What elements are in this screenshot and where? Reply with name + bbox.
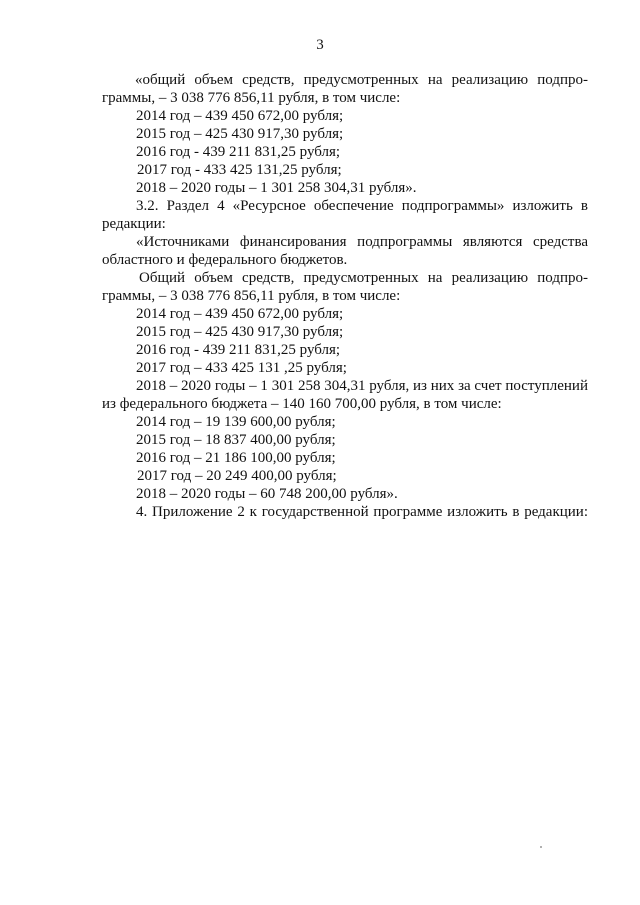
- text-line-1: «общий объем средств, предусмотренных на реализацию подпро-: [135, 72, 588, 88]
- text-line-2: граммы, – 3 038 776 856,11 рубля, в том числе:: [102, 90, 401, 106]
- text-line-23: 2017 год – 20 249 400,00 рубля;: [137, 468, 337, 484]
- text-line-13: граммы, – 3 038 776 856,11 рубля, в том числе:: [102, 288, 401, 304]
- text-line-6: 2017 год - 433 425 131,25 рубля;: [137, 162, 342, 178]
- text-line-4: 2015 год – 425 430 917,30 рубля;: [136, 126, 344, 142]
- text-line-15: 2015 год – 425 430 917,30 рубля;: [136, 324, 344, 340]
- text-line-14: 2014 год – 439 450 672,00 рубля;: [136, 306, 344, 322]
- text-line-19: из федерального бюджета – 140 160 700,00 рубля, в том числе:: [102, 396, 502, 412]
- text-line-10: «Источниками финансирования подпрограммы являются средства: [136, 234, 588, 250]
- text-line-25: 4. Приложение 2 к государственной программе изложить в редакции:: [136, 504, 588, 520]
- text-line-18: 2018 – 2020 годы – 1 301 258 304,31 рубля, из них за счет поступлений: [136, 378, 588, 394]
- text-line-16: 2016 год - 439 211 831,25 рубля;: [136, 342, 341, 358]
- text-line-5: 2016 год - 439 211 831,25 рубля;: [136, 144, 341, 160]
- scan-speck: [540, 846, 542, 848]
- text-line-20: 2014 год – 19 139 600,00 рубля;: [136, 414, 336, 430]
- text-line-9: редакции:: [102, 216, 166, 232]
- page-number: 3: [316, 37, 324, 53]
- text-line-8: 3.2. Раздел 4 «Ресурсное обеспечение подпрограммы» изложить в: [136, 198, 588, 214]
- text-line-11: областного и федерального бюджетов.: [102, 252, 348, 268]
- text-line-22: 2016 год – 21 186 100,00 рубля;: [136, 450, 336, 466]
- text-line-24: 2018 – 2020 годы – 60 748 200,00 рубля».: [136, 486, 398, 502]
- text-line-17: 2017 год – 433 425 131 ,25 рубля;: [136, 360, 347, 376]
- text-line-12: Общий объем средств, предусмотренных на реализацию подпро-: [139, 270, 588, 286]
- text-line-3: 2014 год – 439 450 672,00 рубля;: [136, 108, 344, 124]
- text-line-7: 2018 – 2020 годы – 1 301 258 304,31 рубля».: [136, 180, 417, 196]
- text-line-21: 2015 год – 18 837 400,00 рубля;: [136, 432, 336, 448]
